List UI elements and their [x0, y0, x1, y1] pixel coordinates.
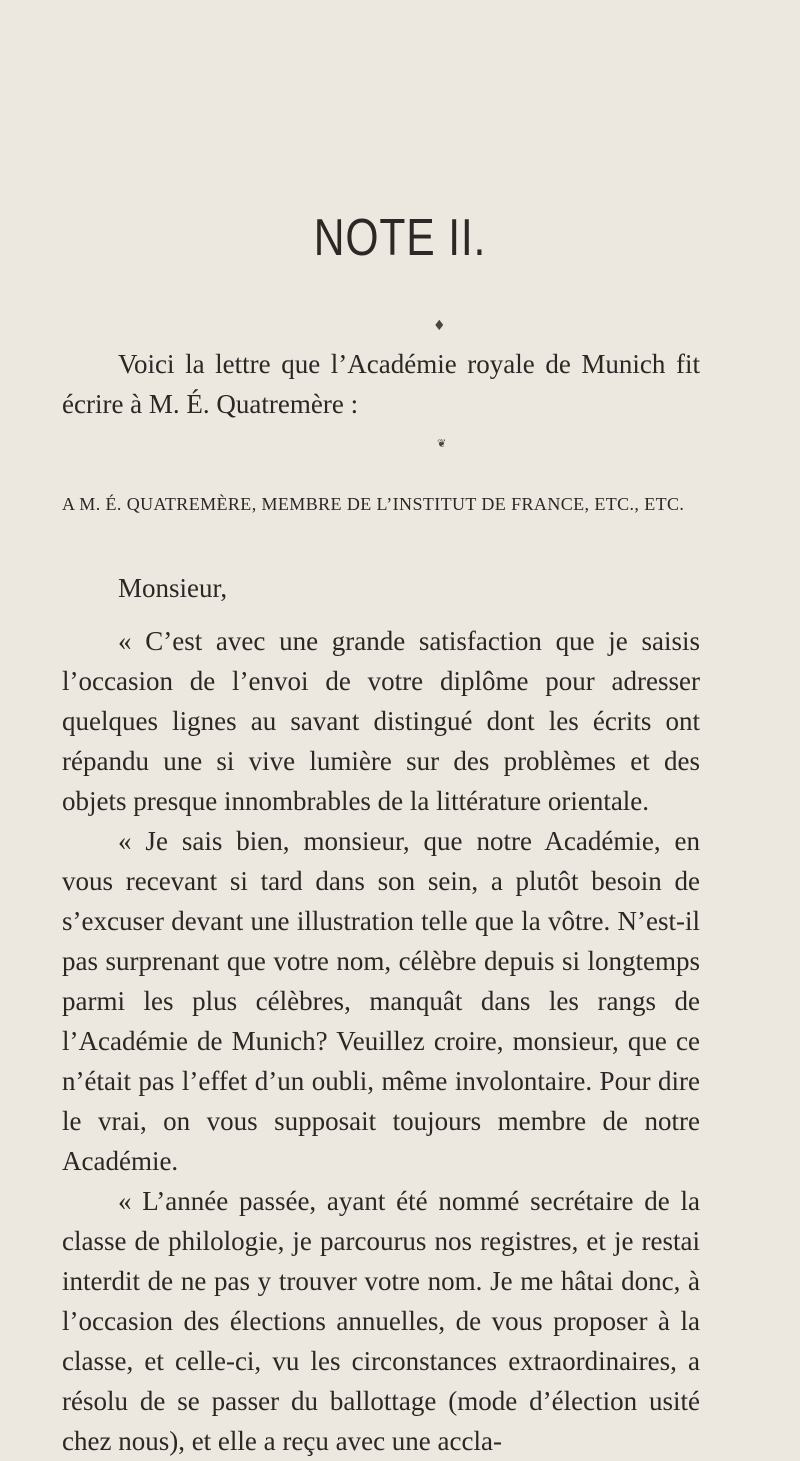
- letter-paragraph-1: « C’est avec une grande satisfaction que je saisis l’occasion de l’envoi de votre diplôme pour adresser quelques lignes au savant distingué dont les écrits ont répandu une si vive lumière sur des problèmes et des objets presque innombrables de la littérature orientale.: [62, 626, 700, 816]
- letter-body: [62, 621, 700, 1461]
- letter-paragraph-3: « L’année passée, ayant été nommé secrétaire de la classe de philologie, je parcourus nos registres, et je restai interdit de ne pas y trouver votre nom. Je me hâtai donc, à l’occasion des élections annuelles, de vous proposer à la classe, et celle-ci, vu les circonstances extraordinaires, a résolu de se passer du ballottage (mode d’élection usité chez nous), et elle a reçu avec une accla-: [62, 1186, 700, 1456]
- intro-paragraph: [62, 344, 700, 424]
- decorative-mark-small: ❦: [437, 437, 447, 450]
- letter-address: A M. É. QUATREMÈRE, MEMBRE DE L’INSTITUT DE FRANCE, ETC., ETC.: [62, 494, 685, 514]
- decorative-mark: ♦: [433, 318, 446, 334]
- note-title: NOTE II.: [313, 209, 487, 267]
- intro-text: Voici la lettre que l’Académie royale de Munich fit écrire à M. É. Quatremère :: [62, 349, 700, 419]
- letter-salutation: Monsieur,: [118, 573, 228, 603]
- letter-paragraph-2: « Je sais bien, monsieur, que notre Académie, en vous recevant si tard dans son sein, a plutôt besoin de s’excuser devant une illustration telle que la vôtre. N’est-il pas surprenant que votre nom, célèbre depuis si longtemps parmi les plus célèbres, manquât dans les rangs de l’Académie de Munich? Veuillez croire, monsieur, que ce n’était pas l’effet d’un oubli, même involontaire. Pour dire le vrai, on vous supposait toujours membre de notre Académie.: [62, 826, 700, 1176]
